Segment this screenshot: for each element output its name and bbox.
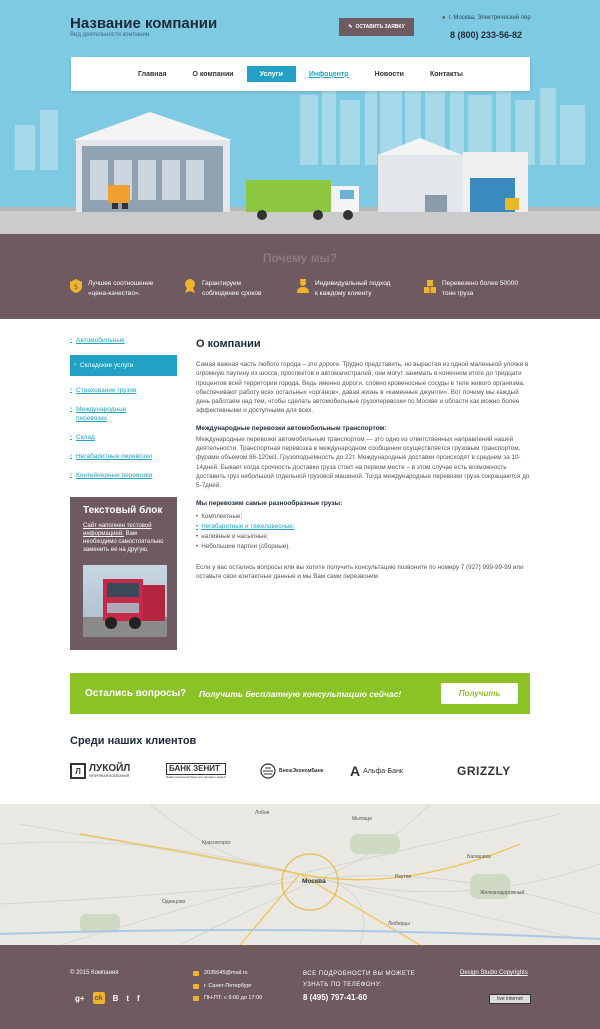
footer-city — [193, 983, 252, 989]
submit-request-label: ОСТАВИТЬ ЗАЯВКУ — [355, 24, 405, 30]
client-name: Альфа-Банк — [363, 767, 403, 775]
list-item: • Комплектные; — [196, 512, 532, 522]
arrow-right-icon: › — [70, 472, 72, 478]
subheading-international: Международные перевозки автомобильным транспортом: — [196, 424, 387, 432]
sidebar-item-insurance[interactable] — [70, 386, 177, 395]
client-name: ЛУКОЙЛ — [89, 762, 131, 774]
client-name: БАНК ЗЕНИТ — [166, 763, 226, 775]
map-label-lyubertsy: Люберцы — [388, 921, 410, 927]
address-text: г. Москва, Электрический пер — [448, 15, 531, 21]
footer-email[interactable] — [193, 970, 248, 976]
why-item-price-line2: «цена-качество». — [88, 290, 141, 297]
why-item-individual — [297, 279, 390, 299]
client-logo-alfa[interactable] — [350, 760, 403, 782]
client-name: ВнешЭкономБанк — [279, 768, 324, 774]
copyright: © 2015 Компания — [70, 970, 119, 976]
map-label-odintsovo: Одинцово — [162, 899, 186, 905]
alfa-emblem: А — [350, 763, 361, 779]
get-consultation-button[interactable]: Получить — [441, 683, 518, 704]
arrow-right-icon: › — [70, 406, 72, 412]
why-item-deadlines-line2: соблюдение сроков — [202, 290, 262, 297]
sidebar-item-container[interactable] — [70, 471, 177, 480]
mail-icon — [193, 971, 199, 976]
nav-item-infocenter[interactable]: Инфоцентр — [308, 70, 349, 78]
consultation-banner — [70, 673, 530, 714]
footer-phone[interactable]: 8 (495) 797-41-60 — [303, 993, 368, 1002]
veb-emblem — [260, 763, 276, 779]
consultation-title: Остались вопросы? — [85, 688, 187, 699]
map-roads — [0, 804, 600, 945]
sidebar-item-label: Склад — [76, 434, 95, 441]
nav-item-contacts[interactable]: Контакты — [429, 70, 463, 78]
edit-icon: ✎ — [348, 24, 353, 30]
text-block-title: Текстовый блок — [83, 505, 163, 516]
submit-request-button[interactable] — [339, 18, 414, 36]
arrow-right-icon: › — [70, 434, 72, 440]
client-logo-grizzly[interactable] — [457, 760, 511, 782]
map[interactable] — [0, 804, 600, 945]
vk-icon[interactable]: B — [112, 993, 119, 1003]
design-studio-link[interactable]: Design Studio Copyrights — [460, 970, 528, 976]
nav-item-home[interactable]: Главная — [138, 70, 167, 78]
boxes-icon — [424, 279, 436, 293]
social-links — [75, 992, 140, 1004]
location-icon — [193, 984, 199, 989]
map-label-lobnya: Лобня — [255, 810, 270, 816]
sidebar-item-label: Автомобильные — [76, 337, 125, 344]
text-block-text: Вам необходимо самостоятельно заменить ее на другую. — [83, 531, 164, 553]
footer — [0, 945, 600, 1029]
map-label-mytishchi: Мытищи — [352, 816, 372, 822]
facebook-icon[interactable]: f — [137, 993, 140, 1003]
address — [442, 15, 531, 21]
sidebar-item-oversized[interactable] — [70, 452, 177, 461]
footer-info-line2: УЗНАТЬ ПО ТЕЛЕФОНУ: — [303, 982, 383, 988]
why-item-transported-line1: Перевезено более 50000 — [442, 280, 519, 287]
footer-info-line1: ВСЕ ПОДРОБНОСТИ ВЫ МОЖЕТЕ — [303, 971, 416, 977]
clients-title: Среди наших клиентов — [70, 735, 197, 747]
map-label-moscow: Москва — [302, 878, 326, 885]
footer-info — [303, 969, 415, 991]
sidebar-item-label: Контейнерные перевозки — [76, 472, 153, 479]
text-block-link[interactable]: Сайт наполнен тестовой информацией. — [83, 523, 152, 537]
company-name[interactable]: Название компании — [70, 15, 218, 32]
client-logo-zenit[interactable] — [166, 760, 226, 782]
why-item-price — [70, 279, 153, 299]
arrow-right-icon: › — [70, 453, 72, 459]
why-item-transported-line2: тонн груза — [442, 290, 474, 297]
medal-icon — [184, 279, 196, 293]
shield-dollar-icon — [70, 279, 82, 293]
nav-item-services[interactable]: Услуги — [247, 66, 296, 82]
sidebar-item-international[interactable] — [70, 405, 177, 423]
svg-text:$: $ — [73, 283, 79, 291]
sidebar-item-label: Страхование грузов — [76, 387, 137, 394]
footer-email-text: 2035645@mail.ru — [204, 970, 248, 976]
sidebar-item-warehouse-services[interactable] — [70, 355, 177, 376]
why-us-section — [0, 234, 600, 319]
twitter-icon[interactable]: t — [126, 993, 130, 1003]
lukoil-emblem: Л — [70, 763, 86, 779]
sidebar-item-warehouse[interactable] — [70, 433, 177, 442]
why-item-deadlines — [184, 279, 261, 299]
client-sub: Инвестиционный банк для деловых людей — [166, 774, 226, 779]
footer-hours-text: ПН-ПТ: с 9:00 до 17:00 — [204, 995, 263, 1001]
company-tagline: Вид деятельности компании — [70, 32, 150, 38]
why-item-deadlines-line1: Гарантируем — [202, 280, 241, 287]
text-block-body — [83, 522, 168, 554]
clock-icon — [193, 996, 199, 1001]
sidebar-item-auto[interactable] — [70, 336, 177, 345]
google-plus-icon[interactable]: g+ — [75, 993, 85, 1003]
arrow-right-icon: › — [74, 362, 76, 368]
footer-hours — [193, 995, 262, 1001]
arrow-right-icon: › — [70, 387, 72, 393]
hero-banner — [0, 0, 600, 234]
paragraph-intro: Самая важная часть любого города – это дороги. Трудно представить, но вырастая из одной маленькой улочки в огромную паутину из шоссе, проспектов и автомагистралей, они могут занимать в конечном итоге до тридцати процентов всей территории города. Ведь именно дороги, словно кровеносные сосуды в теле живого организма, обеспечивают работу всех остальных «органов», давая жизнь в «каменные джунгли». Вот почему мы каждый день работаем над тем, чтобы сделать автомобильные грузоперевозки по Москве и области как можно более эффективными и доступными для всех. — [196, 361, 529, 415]
why-item-individual-line1: Индивидуальный подход — [315, 280, 391, 287]
sidebar-item-label: Негабаритные перевозки — [76, 453, 152, 460]
list-item: • наливные и насыпные; — [196, 532, 532, 542]
footer-city-text: г. Санкт-Петербург — [204, 983, 252, 989]
main-nav — [71, 57, 530, 91]
why-us-title: Почему мы? — [262, 251, 338, 265]
cargo-list — [196, 512, 532, 553]
paragraph-contact: Если у вас остались вопросы или вы хотите получить консультацию позвоните по номеру 7 (927) 999-99-99 или оставьте свои контактные данные и мы Вам сами перезвоним — [196, 563, 524, 581]
truck-photo — [83, 565, 167, 637]
paragraph-international: Международные перевозки автомобильным транспортом — это одно из ответственных направлений нашей деятельности. Транспортная перевозка в международном сообщении осуществляется грузовым транспортом, фурами объемом 86-120м3. Грузоподъемность до 22т. Международные доставки происходят в среднем за 10-14дней. Бывает когда срочность доставки груза стоит на первом месте – в этом случае есть возможность доставить груз небольшой отдельной грузовой машиной. Тогда международные перевозки груза сокращаются до 5-7дней. — [196, 435, 530, 490]
list-item-link[interactable]: • Негабаритные и тяжеловесные; — [196, 522, 532, 532]
sidebar-item-label: Складские услуги — [80, 362, 134, 369]
nav-item-news[interactable]: Новости — [374, 70, 404, 78]
consultation-subtitle: Получить бесплатную консультацию сейчас! — [199, 688, 402, 699]
liveinternet-badge[interactable]: live internet — [489, 994, 531, 1004]
client-logo-veb[interactable] — [260, 760, 323, 782]
main-content — [196, 338, 532, 590]
map-label-reutov: Реутов — [395, 874, 412, 880]
client-sub: НЕФТЯНАЯ КОМПАНИЯ — [89, 773, 130, 778]
sidebar-menu — [70, 336, 177, 490]
nav-item-about[interactable]: О компании — [192, 70, 234, 78]
map-label-krasnogorsk: Красногорск — [202, 840, 231, 846]
map-label-balashikha: Балашиха — [467, 854, 491, 860]
why-item-price-line1: Лучшее соотношение — [88, 280, 154, 287]
why-item-individual-line2: к каждому клиенту — [315, 290, 372, 297]
arrow-right-icon: › — [70, 337, 72, 343]
subheading-cargo: Мы перевозим самые разнообразные грузы: — [196, 499, 343, 507]
map-label-zheleznodorozhny: Железнодорожный — [480, 890, 525, 896]
worker-icon — [297, 279, 309, 293]
client-logo-lukoil[interactable] — [70, 760, 130, 782]
list-item: • Небольшие партии (сборные). — [196, 542, 532, 552]
client-name: GRIZZLY — [457, 764, 511, 778]
why-item-transported — [424, 279, 518, 299]
header-phone[interactable]: 8 (800) 233-56-82 — [450, 30, 523, 40]
location-pin-icon: ● — [442, 15, 446, 21]
text-block — [70, 497, 177, 650]
odnoklassniki-icon[interactable]: ok — [93, 992, 105, 1004]
sidebar-item-label: Международные перевозки — [76, 406, 127, 422]
page-title: О компании — [196, 338, 261, 350]
